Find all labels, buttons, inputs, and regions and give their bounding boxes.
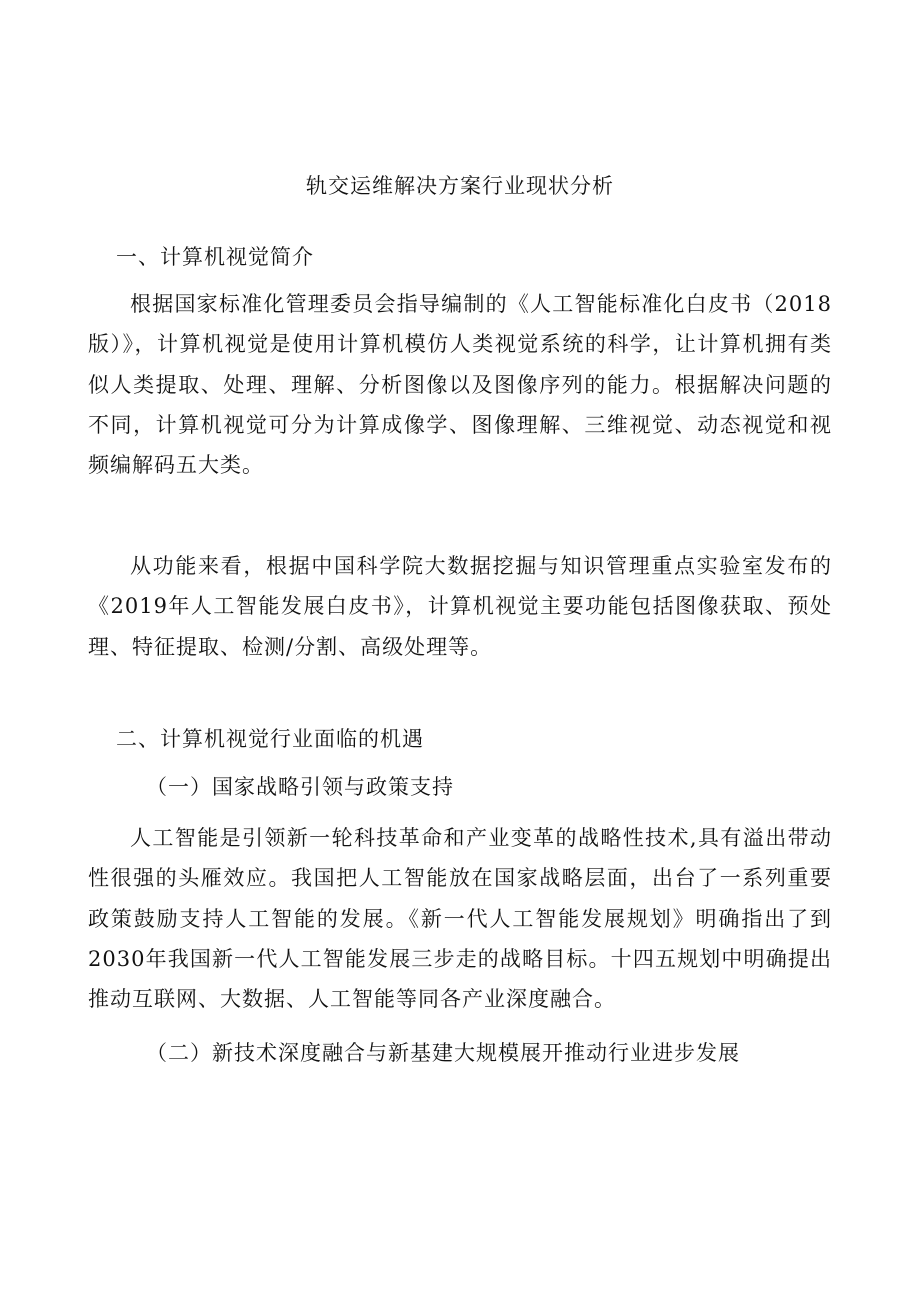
paragraph-cv-definition: 根据国家标准化管理委员会指导编制的《人工智能标准化白皮书（2018版）》，计算机视觉是使用计算机模仿人类视觉系统的科学，让计算机拥有类似人类提取、处理、理解、分析图像以及图像序列的能力。根据解决问题的不同，计算机视觉可分为计算成像学、图像理解、三维视觉、动态视觉和视频编解码五大类。 <box>88 292 832 478</box>
section-heading-2: 二、计算机视觉行业面临的机遇 <box>116 727 424 751</box>
paragraph-cv-functions: 从功能来看，根据中国科学院大数据挖掘与知识管理重点实验室发布的《2019年人工智能发展白皮书》，计算机视觉主要功能包括图像获取、预处理、特征提取、检测/分割、高级处理等。 <box>88 554 832 659</box>
section-heading-1: 一、计算机视觉简介 <box>116 245 314 269</box>
subsection-heading-1: （一）国家战略引领与政策支持 <box>146 775 454 799</box>
paragraph-national-strategy: 人工智能是引领新一轮科技革命和产业变革的战略性技术,具有溢出带动性很强的头雁效应。我国把人工智能放在国家战略层面，出台了一系列重要政策鼓励支持人工智能的发展。《新一代人工智能发展规划》明确指出了到2030年我国新一代人工智能发展三步走的战略目标。十四五规划中明确提出推动互联网、大数据、人工智能等同各产业深度融合。 <box>88 826 832 1012</box>
document-title: 轨交运维解决方案行业现状分析 <box>306 174 614 198</box>
subsection-heading-2: （二）新技术深度融合与新基建大规模展开推动行业进步发展 <box>146 1041 740 1065</box>
